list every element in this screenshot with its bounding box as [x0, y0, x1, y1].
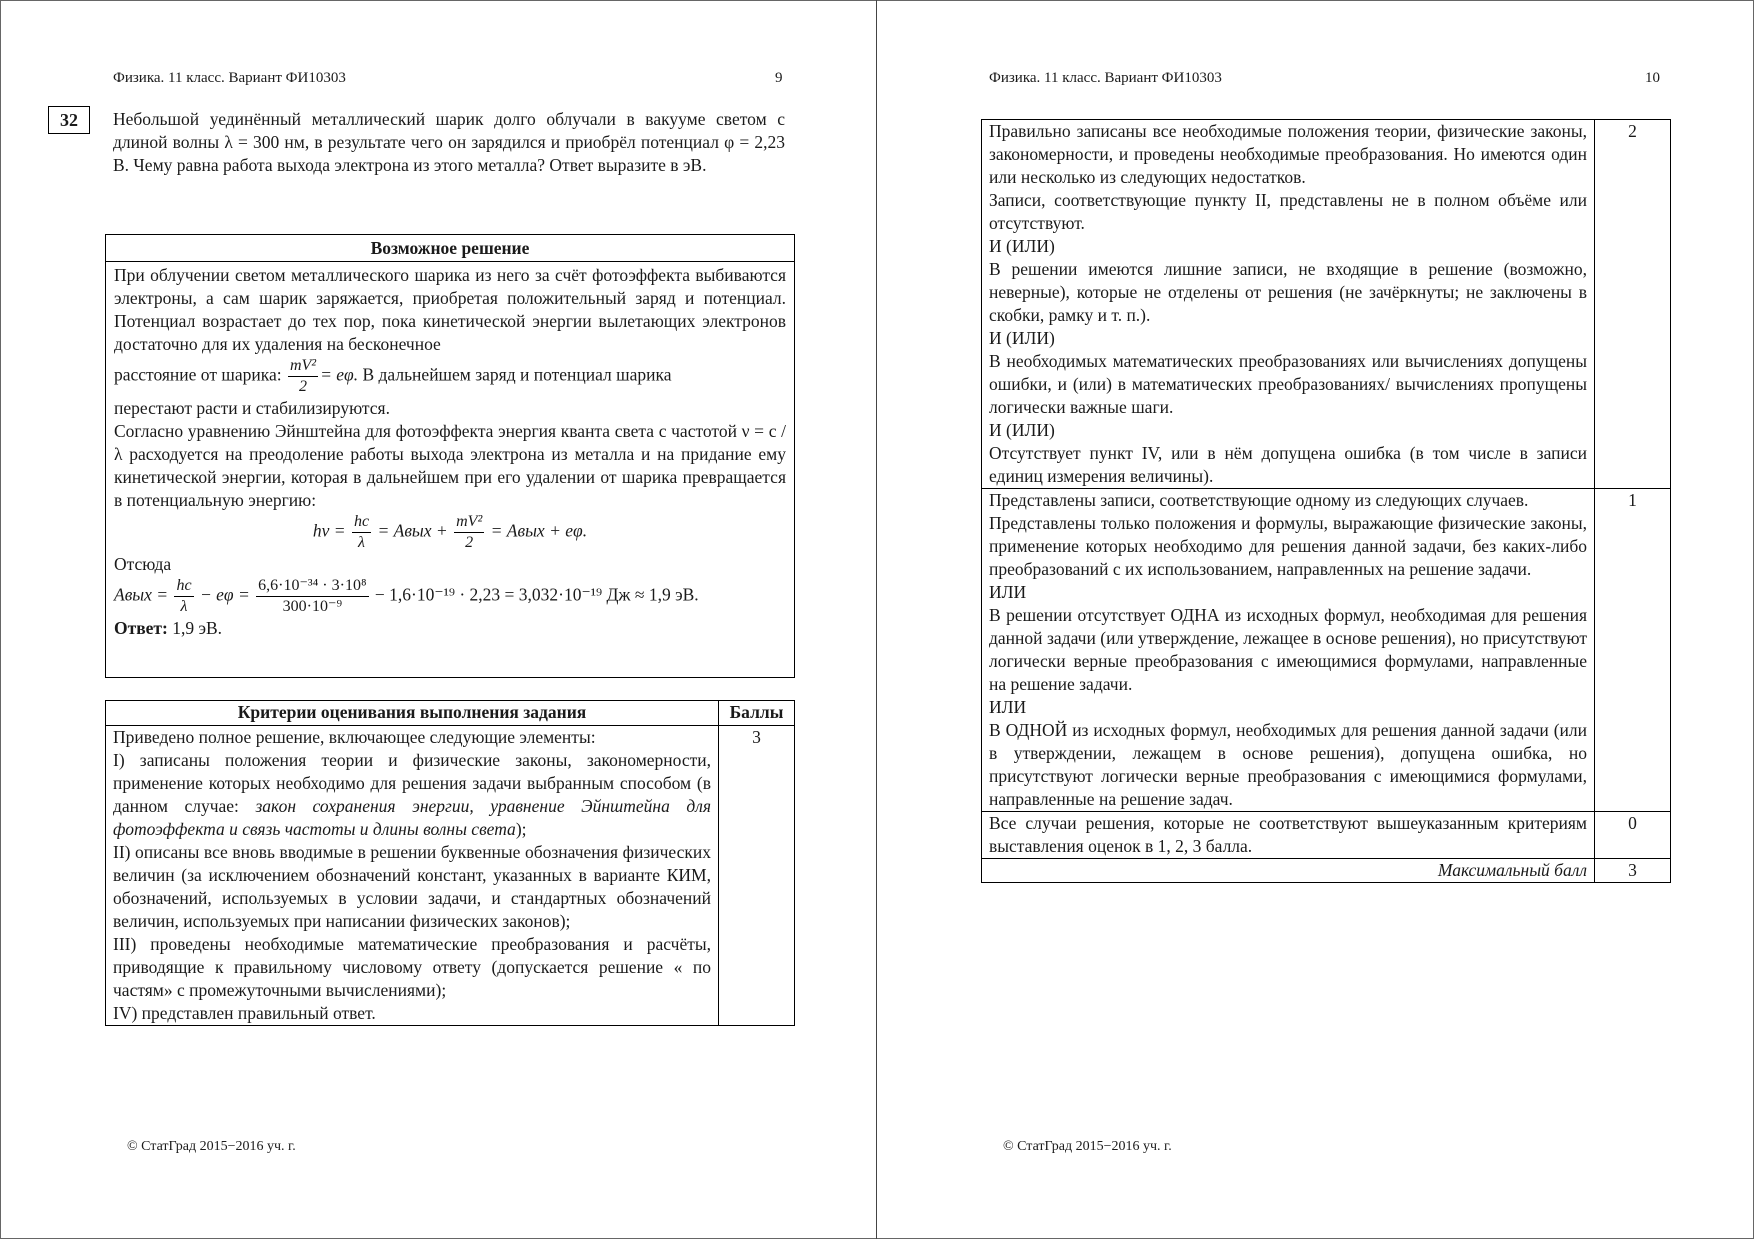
criteria-row-1-text: Представлены записи, соответствующие одному из следующих случаев. Представлены только положения и формулы, выражающие физические законы, применение которых необходимо для решения данной задачи, без каких-либо преобразований с их использованием, направленных на решение задачи. ИЛИ В решении отсутствует ОДНА из исходных формул, необходимая для решения данной задачи (или утверждение, лежащее в основе решения), но присутствуют логически верные преобразования с имеющимися формулами, направленные на решение задачи. ИЛИ В ОДНОЙ из исходных формул, необходимых для решения данной задачи (или в утверждении, лежащем в основе решения), допущена ошибка, но присутствуют логически верные преобразования с имеющимися формулами, направленные на решение задач. — [982, 489, 1595, 812]
solution-paragraph-1: При облучении светом металлического шарика из него за счёт фотоэффекта выбиваются электроны, а сам шарик заряжается, приобретая положительный заряд и потенциал. Потенциал возрастает до тех пор, пока кинетической энергии вылетающих электронов достаточно для их удаления на бесконечное — [114, 265, 786, 354]
criteria-row-2-text: Правильно записаны все необходимые положения теории, физические законы, закономерности, и проведены необходимые преобразования. Но имеются один или несколько из следующих недостатков. Записи, соответствующие пункту II, представлены не в полном объёме или отсутствуют. И (ИЛИ) В решении имеются лишние записи, не входящие в решение (возможно, неверные), которые не отделены от решения (не зачёркнуты; не заключены в скобки, рамку и т. п.). И (ИЛИ) В необходимых математических преобразованиях или вычислениях допущены ошибки, и (или) в математических преобразованиях/ вычислениях пропущены логически важные шаги. И (ИЛИ) Отсутствует пункт IV, или в нём допущена ошибка (в том числе в записи единиц измерения величины). — [982, 120, 1595, 489]
criteria-row-0-points: 0 — [1595, 812, 1671, 859]
left-page-number: 9 — [775, 70, 783, 86]
right-footer: © СтатГрад 2015−2016 уч. г. — [1003, 1139, 1172, 1154]
criteria-row-0-text: Все случаи решения, которые не соответствуют вышеуказанным критериям выставления оценок в 1, 2, 3 балла. — [982, 812, 1595, 859]
solution-box — [105, 234, 795, 678]
criteria-table-continued — [981, 119, 1671, 883]
points-column-header: Баллы — [719, 701, 795, 726]
task-question: Небольшой уединённый металлический шарик долго облучали в вакууме светом с длиной волны λ = 300 нм, в результате чего он зарядился и приобрёл потенциал φ = 2,23 В. Чему равна работа выхода электрона из этого металла? Ответ выразите в эВ. — [113, 109, 785, 175]
max-score-label: Максимальный балл — [982, 859, 1595, 883]
answer-value: 1,9 эВ. — [172, 618, 223, 638]
max-score-row — [982, 859, 1671, 883]
task-number: 32 — [48, 106, 90, 134]
eq1-rhs: = eφ. — [320, 364, 359, 385]
solution-tail-text: В дальнейшем заряд и потенциал шарика — [362, 364, 672, 385]
left-header-title: Физика. 11 класс. Вариант ФИ10303 — [113, 70, 346, 86]
work-function-equation: Aвых = $\frac{hc}{\lambda}$ − eφ = $\frac{\text{6,6·10⁻³⁴ · 3·10⁸}}{\text{300·10⁻⁹}}$ − 1,6·10⁻¹⁹ · 2,23 = 3,032·10⁻¹⁹ Дж ≈ 1,9 эВ. — [114, 577, 699, 615]
solution-lead-text: расстояние от шарика: — [114, 364, 282, 385]
criteria-row-2-points: 2 — [1595, 120, 1671, 489]
answer-line — [114, 617, 786, 640]
hence-label: Отсюда — [114, 554, 172, 574]
criteria-row-3-points: 3 — [719, 726, 795, 1026]
criteria-row-2 — [982, 120, 1671, 489]
left-footer: © СтатГрад 2015−2016 уч. г. — [127, 1139, 296, 1154]
right-header-title: Физика. 11 класс. Вариант ФИ10303 — [989, 70, 1222, 86]
criteria-row-1 — [982, 489, 1671, 812]
criteria-row-3 — [106, 726, 795, 1026]
solution-paragraph-2: Согласно уравнению Эйнштейна для фотоэффекта энергия кванта света с частотой ν = c / λ расходуется на преодоление работы выхода электрона из металла и на придание ему кинетической энергии, которая в дальнейшем при его удалении от шарика превращается в потенциальную энергию: — [114, 421, 786, 510]
solution-paragraph-1-end: перестают расти и стабилизируются. — [114, 398, 390, 418]
kinetic-energy-fraction: $\frac{\text{mV²}}{2}$ — [289, 357, 317, 395]
criteria-column-header: Критерии оценивания выполнения задания — [106, 701, 719, 726]
solution-kinetic-line — [114, 356, 786, 397]
criteria-table — [105, 700, 795, 1026]
criteria-row-1-points: 1 — [1595, 489, 1671, 812]
solution-body — [106, 262, 794, 640]
solution-title: Возможное решение — [106, 235, 794, 262]
answer-label: Ответ: — [114, 618, 168, 638]
criteria-row-3-text: Приведено полное решение, включающее следующие элементы: I) записаны положения теории и физические законы, закономерности, применение которых необходимо для решения задачи выбранным способом (в данном случае: закон сохранения энергии, уравнение Эйнштейна для фотоэффекта и связь частоты и длины волны света); II) описаны все вновь вводимые в решении буквенные обозначения физических величин (за исключением обозначений констант, указанных в варианте КИМ, обозначений, используемых в условии задачи, и стандартных обозначений величин, используемых при написании физических законов); III) проведены необходимые математические преобразования и расчёты, приводящие к правильному числовому ответу (допускается решение « по частям» с промежуточными вычислениями); IV) представлен правильный ответ. — [106, 726, 719, 1026]
criteria-header-row — [106, 701, 795, 726]
max-score-value: 3 — [1595, 859, 1671, 883]
right-page-number: 10 — [1645, 70, 1660, 86]
einstein-equation: hν = $\frac{hc}{\lambda}$ = Aвых + $\frac{\text{mV²}}{2}$ = Aвых + eφ. — [312, 513, 588, 551]
criteria-row-0 — [982, 812, 1671, 859]
page-divider — [876, 0, 877, 1239]
